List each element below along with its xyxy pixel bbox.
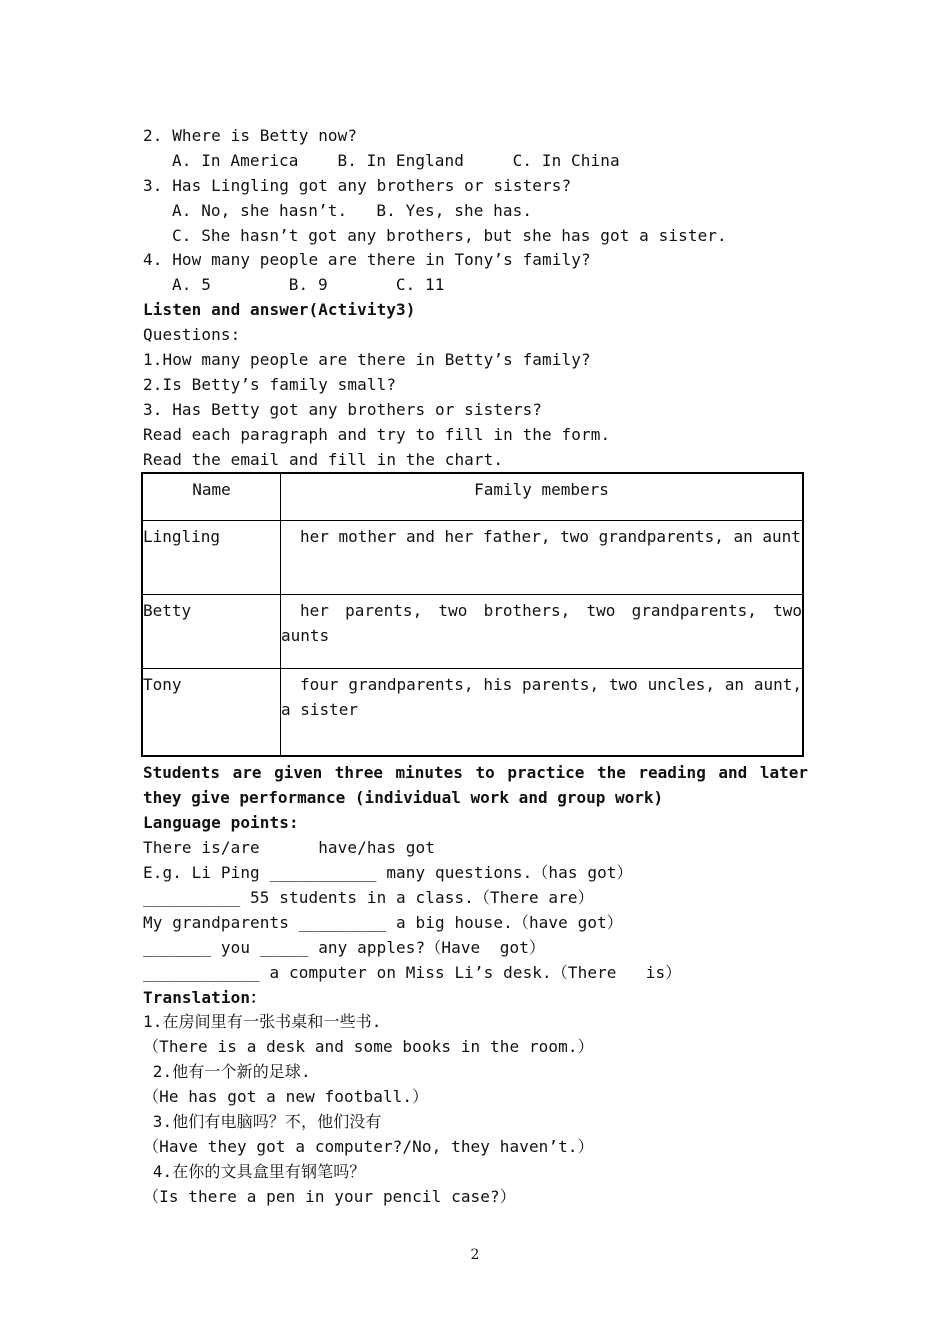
language-line: There is/are have/has got	[143, 838, 435, 858]
language-line: _______ you _____ any apples?（Have got）	[143, 937, 546, 957]
translation-line: 2.他有一个新的足球.	[143, 1062, 311, 1082]
translation-heading: Translation：	[143, 987, 267, 1007]
header-family-members: Family members	[281, 473, 804, 520]
row-members: her mother and her father, two grandparents, an aunt	[281, 520, 804, 594]
page-number: 2	[470, 1247, 480, 1263]
language-line: ____________ a computer on Miss Li’s desk.（There is）	[143, 962, 682, 982]
table-row	[142, 520, 803, 594]
translation-line: 1.在房间里有一张书桌和一些书.	[143, 1012, 382, 1032]
table-header-row	[142, 473, 803, 520]
language-line: My grandparents _________ a big house.（have got）	[143, 912, 623, 932]
listen-question-2: 2.Is Betty’s family small?	[143, 374, 397, 394]
listen-question-3: 3. Has Betty got any brothers or sisters?	[143, 399, 543, 419]
instruction-fill-form: Read each paragraph and try to fill in the form.	[143, 424, 611, 444]
language-heading: Language points:	[143, 813, 299, 833]
question-3: 3. Has Lingling got any brothers or sisters?	[143, 175, 572, 195]
language-line: __________ 55 students in a class.（There are）	[143, 887, 594, 907]
table-row	[142, 594, 803, 668]
row-members: four grandparents, his parents, two uncles, an aunt, a sister	[281, 668, 804, 756]
practice-text: Students are given three minutes to practice the reading and later they give performance (individual work and group work)	[143, 763, 808, 808]
question-3-options-2: C. She hasn’t got any brothers, but she has got a sister.	[172, 225, 727, 245]
question-2: 2. Where is Betty now?	[143, 126, 358, 145]
header-name: Name	[142, 473, 281, 520]
question-3-options-1: A. No, she hasn’t. B. Yes, she has.	[172, 200, 533, 220]
translation-line: 4.在你的文具盒里有钢笔吗？	[143, 1161, 366, 1181]
family-members-table	[141, 472, 804, 757]
translation-line: （Have they got a computer?/No, they haven’t.）	[143, 1136, 594, 1156]
questions-label: Questions:	[143, 325, 241, 345]
row-name: Lingling	[142, 520, 281, 594]
translation-line: （Is there a pen in your pencil case?）	[143, 1186, 516, 1206]
translation-line: （He has got a new football.）	[143, 1087, 429, 1107]
language-line: E.g. Li Ping ___________ many questions.（has got）	[143, 863, 633, 883]
translation-line: （There is a desk and some books in the room.）	[143, 1037, 594, 1057]
table-row	[142, 668, 803, 756]
row-name: Betty	[142, 594, 281, 668]
question-2-options: A. In America B. In England C. In China	[172, 150, 620, 170]
translation-line: 3.他们有电脑吗？不，他们没有	[143, 1111, 382, 1131]
row-members: her parents, two brothers, two grandparents, two aunts	[281, 594, 804, 668]
question-4: 4. How many people are there in Tony’s family?	[143, 250, 591, 270]
page-content	[143, 124, 808, 1210]
row-name: Tony	[142, 668, 281, 756]
question-4-options: A. 5 B. 9 C. 11	[172, 275, 445, 295]
listen-question-1: 1.How many people are there in Betty’s family?	[143, 350, 591, 370]
instruction-fill-chart: Read the email and fill in the chart.	[143, 449, 504, 469]
listen-heading: Listen and answer(Activity3)	[143, 300, 416, 320]
